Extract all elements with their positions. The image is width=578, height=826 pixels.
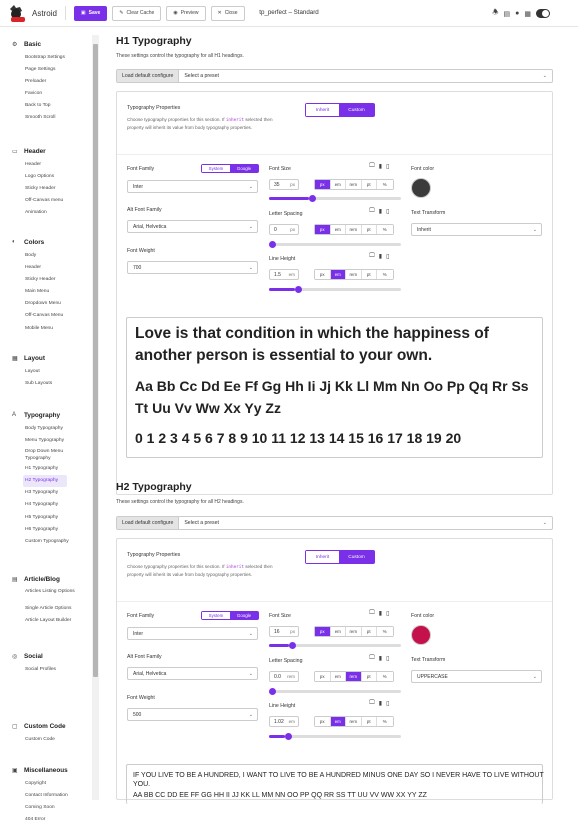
sidebar-group-title[interactable] (12, 574, 85, 584)
slider-fill (269, 197, 309, 200)
sidebar-group-label: Colors (24, 238, 45, 246)
unit-option[interactable]: rem (346, 225, 362, 234)
sidebar-item[interactable]: Articles Listing Options (25, 589, 75, 594)
sidebar-group-label: Typography (24, 411, 61, 419)
h2-help-code: inherit (225, 565, 244, 570)
unit-option[interactable]: em (331, 717, 347, 726)
sidebar-group (12, 146, 63, 219)
h1-alt-font-label: Alt Font Family (127, 207, 162, 213)
h1-tp-label: Typography Properties (127, 105, 181, 111)
sidebar-group (12, 574, 85, 627)
unit-option[interactable]: % (377, 627, 393, 636)
preview-label: Preview (180, 10, 199, 16)
sidebar-item[interactable]: Off-Canvas Menu (25, 313, 64, 319)
slider-knob[interactable] (289, 642, 296, 649)
h2-font-family-select[interactable] (127, 627, 258, 640)
desktop-icon[interactable]: 🖵 (369, 610, 375, 616)
clear-cache-label: Clear Cache (126, 10, 155, 16)
h1-font-weight-value: 700 (133, 264, 142, 271)
unit-option[interactable]: % (377, 225, 393, 234)
sidebar-item[interactable]: H2 Typography (23, 475, 67, 487)
slider-fill (269, 735, 285, 738)
sidebar (0, 27, 92, 823)
palette-icon: ◐ (12, 239, 16, 245)
h1-font-color-label: Font color (411, 166, 435, 172)
tablet-icon[interactable]: ▮ (378, 656, 383, 662)
slider-knob[interactable] (285, 733, 292, 740)
h1-font-weight-label: Font Weight (127, 248, 155, 254)
divider (117, 601, 552, 602)
sidebar-item[interactable]: Animation (25, 210, 47, 216)
h2-letter-spacing-input[interactable] (269, 671, 299, 682)
sidebar-item[interactable]: Contact Information (25, 793, 68, 799)
h1-text-transform-value: Inherit (417, 226, 431, 233)
h1-text-transform-select[interactable] (411, 223, 542, 236)
h1-preset-select[interactable]: Select a preset (184, 73, 219, 79)
slider-knob[interactable] (295, 286, 302, 293)
h1-letter-spacing-value: 0 (274, 226, 277, 233)
unit-option[interactable]: rem (346, 627, 362, 636)
h1-font-size-units (314, 179, 394, 190)
h2-letter-spacing-slider[interactable] (269, 690, 401, 693)
tablet-icon[interactable]: ▮ (378, 701, 383, 707)
sidebar-item[interactable]: Article Layout Builder (25, 618, 72, 624)
h1-font-size-label: Font Size (269, 166, 291, 172)
document-icon[interactable]: ▤ (503, 10, 511, 18)
h1-text-transform-label: Text Transform (411, 210, 446, 216)
unit-option[interactable]: rem (346, 672, 362, 681)
h2-font-family-value: Inter (133, 630, 144, 637)
sidebar-group (12, 651, 56, 676)
desktop-icon[interactable]: 🖵 (369, 253, 375, 259)
unit-option[interactable]: pt (362, 270, 378, 279)
mobile-icon[interactable]: ▯ (386, 611, 390, 617)
h1-font-family-label: Font Family (127, 166, 155, 172)
h1-line-height-devices (369, 253, 389, 260)
misc-icon: ▣ (12, 767, 18, 774)
h2-panel (116, 538, 553, 800)
unit-option[interactable]: pt (362, 672, 378, 681)
gear-icon: ⚙ (12, 41, 18, 48)
h1-letter-spacing-units (314, 224, 394, 235)
layout-icon: ▦ (12, 355, 18, 362)
unit-option[interactable]: px (315, 180, 331, 189)
h2-tp-label: Typography Properties (127, 552, 181, 558)
sidebar-item[interactable]: Back to Top (25, 103, 51, 109)
h2-letter-spacing-units (314, 671, 394, 682)
h1-panel (116, 91, 553, 495)
mobile-icon[interactable]: ▯ (386, 164, 390, 170)
h2-line-height-value: 1.02 (274, 718, 284, 725)
h1-alt-font-select[interactable] (127, 220, 258, 233)
sidebar-item[interactable]: H5 Typography (25, 514, 59, 520)
h1-font-source-toggle (201, 164, 259, 173)
unit-option[interactable]: px (315, 627, 331, 636)
sidebar-scroll-thumb[interactable] (93, 44, 98, 677)
sidebar-item[interactable]: 404 Error (25, 817, 46, 823)
h2-section-desc: These settings control the typography for all H2 headings. (116, 499, 244, 505)
sidebar-item[interactable]: H4 Typography (25, 502, 59, 508)
tablet-icon[interactable]: ▮ (378, 209, 383, 215)
h1-font-size-input[interactable] (269, 179, 299, 190)
h1-preview-alphabet: Aa Bb Cc Dd Ee Ff Gg Hh Ii Jj Kk Ll Mm Nn Oo Pp Qq Rr Ss Tt Uu Vv Ww Xx Yy Zz (135, 378, 529, 416)
h1-line-height-unit: em (288, 272, 295, 277)
h2-preset-bar (116, 516, 553, 530)
desktop-icon[interactable]: 🖵 (369, 208, 375, 214)
sidebar-group-label: Header (24, 147, 46, 155)
sidebar-item[interactable]: Sticky Header (25, 186, 56, 192)
unit-option[interactable]: px (315, 270, 331, 279)
sidebar-group-title[interactable] (12, 410, 85, 420)
h1-alt-font-value: Arial, Helvetica (133, 223, 167, 230)
sidebar-item[interactable]: Smooth Scroll (25, 115, 56, 121)
h1-font-family-select[interactable] (127, 180, 258, 193)
sidebar-item[interactable]: H3 Typography (25, 490, 59, 496)
mobile-icon[interactable]: ▯ (386, 209, 390, 215)
sidebar-group (12, 765, 68, 826)
h1-font-size-unit: px (290, 182, 295, 187)
h2-font-weight-value: 500 (133, 711, 142, 718)
h2-preview-alphabet: AA BB CC DD EE FF GG HH II JJ KK LL MM NN OO PP QQ RR SS TT UU VV WW XX YY ZZ (133, 792, 427, 799)
sidebar-item[interactable]: Menu Typography (25, 438, 65, 444)
h2-font-color-swatch[interactable] (411, 625, 431, 645)
sidebar-item[interactable]: Custom Code (25, 737, 55, 742)
sidebar-item[interactable]: Bootstrap Settings (25, 55, 65, 60)
h2-help-2: selected then property will inherit its value from body typography properties. (127, 564, 273, 577)
chevron-down-icon: ⌄ (248, 630, 253, 637)
save-icon: ▣ (80, 10, 86, 16)
sidebar-item[interactable]: Social Profiles (25, 667, 56, 672)
h2-inherit-custom-toggle (305, 550, 375, 564)
h1-section-desc: These settings control the typography for all H1 headings. (116, 53, 244, 59)
unit-option[interactable]: em (331, 180, 347, 189)
h1-font-size-value: 35 (274, 181, 280, 188)
astroid-logo-icon (4, 3, 32, 23)
sidebar-item[interactable]: Layout (25, 369, 40, 374)
save-label: Save (88, 10, 101, 16)
h1-font-weight-select[interactable] (127, 261, 258, 274)
h2-system-option[interactable]: System (202, 612, 230, 619)
h2-inherit-option[interactable]: Inherit (306, 551, 339, 563)
unit-option[interactable]: % (377, 672, 393, 681)
sidebar-item[interactable]: Coming Soon (25, 805, 55, 811)
sidebar-group-title[interactable] (12, 651, 56, 661)
h1-custom-option[interactable]: Custom (339, 104, 374, 116)
sidebar-item[interactable]: H1 Typography (25, 466, 59, 472)
h1-inherit-custom-toggle (305, 103, 375, 117)
divider (65, 6, 66, 20)
h2-font-color-label: Font color (411, 613, 435, 619)
h2-text-transform-select[interactable] (411, 670, 542, 683)
h2-font-family-label: Font Family (127, 613, 155, 619)
h1-font-color-swatch[interactable] (411, 178, 431, 198)
sidebar-item[interactable]: Favicon (25, 91, 43, 97)
chevron-down-icon: ⌄ (532, 226, 537, 233)
top-bar (0, 0, 578, 27)
chevron-down-icon: ⌄ (248, 670, 253, 677)
sidebar-item[interactable]: Header (25, 265, 42, 271)
h2-letter-spacing-value: 0.0 (274, 673, 281, 680)
h1-font-family-value: Inter (133, 183, 144, 190)
h2-letter-spacing-devices (369, 655, 389, 662)
unit-option[interactable]: % (377, 270, 393, 279)
h2-alt-font-select[interactable] (127, 667, 258, 680)
mobile-icon[interactable]: ▯ (386, 656, 390, 662)
sidebar-item[interactable]: Copyright (25, 781, 46, 786)
h2-section-title: H2 Typography (116, 481, 192, 493)
unit-option[interactable]: % (377, 717, 393, 726)
h2-font-source-toggle (201, 611, 259, 620)
grid-icon[interactable]: ▦ (524, 10, 531, 18)
h1-load-default-button[interactable]: Load default configure (117, 70, 179, 82)
sidebar-item[interactable]: Header (25, 162, 42, 167)
h1-preview-box (126, 317, 543, 458)
h2-line-height-label: Line Height (269, 703, 296, 709)
clear-cache-button[interactable] (112, 6, 161, 21)
h1-inherit-option[interactable]: Inherit (306, 104, 339, 116)
h2-load-default-button[interactable]: Load default configure (117, 517, 179, 529)
unit-option[interactable]: pt (362, 225, 378, 234)
chevron-down-icon: ⌄ (248, 183, 253, 190)
eye-icon: ◉ (173, 10, 178, 16)
h2-alt-font-value: Arial, Helvetica (133, 670, 167, 677)
top-icons (492, 8, 550, 19)
h2-tp-help (127, 563, 287, 578)
unit-option[interactable]: em (331, 672, 347, 681)
chevron-down-icon: ⌄ (248, 711, 253, 718)
h1-letter-spacing-unit: px (290, 227, 295, 232)
close-label: Close (224, 10, 238, 16)
unit-option[interactable]: px (315, 672, 331, 681)
unit-option[interactable]: em (331, 627, 347, 636)
sidebar-item[interactable]: Custom Typography (25, 538, 69, 544)
preview-button[interactable] (166, 6, 205, 21)
sidebar-item[interactable]: H6 Typography (25, 526, 59, 532)
h1-font-size-devices (369, 163, 389, 170)
slider-knob[interactable] (269, 241, 276, 248)
h1-letter-spacing-devices (369, 208, 389, 215)
slider-knob[interactable] (269, 688, 276, 695)
sidebar-item[interactable]: Sub Layouts (25, 381, 53, 387)
h1-google-option[interactable]: Google (230, 165, 258, 172)
sidebar-item[interactable]: Single Article Options (25, 606, 72, 611)
header-icon: ▭ (12, 148, 18, 155)
h2-font-size-input[interactable] (269, 626, 299, 637)
save-button[interactable] (74, 6, 107, 21)
chevron-down-icon: ⌄ (248, 264, 253, 271)
h2-font-size-slider[interactable] (269, 644, 401, 647)
h2-font-size-devices (369, 610, 389, 617)
sidebar-group-title[interactable] (12, 39, 65, 49)
h1-tp-help (127, 116, 287, 131)
sidebar-group (12, 721, 66, 746)
h1-letter-spacing-slider[interactable] (269, 243, 401, 246)
h1-letter-spacing-input[interactable] (269, 224, 299, 235)
unit-option[interactable]: % (377, 180, 393, 189)
unit-option[interactable]: em (331, 270, 347, 279)
brand-name: Astroid (32, 8, 57, 18)
chevron-down-icon: ⌄ (542, 73, 547, 79)
divider (117, 154, 552, 155)
h1-font-size-slider[interactable] (269, 197, 401, 200)
share-icon: ◎ (12, 653, 18, 660)
sidebar-group-label: Custom Code (24, 722, 66, 730)
sidebar-item[interactable]: Preloader (25, 79, 47, 85)
h2-font-weight-label: Font Weight (127, 695, 155, 701)
code-icon: ▢ (12, 723, 18, 730)
sidebar-item[interactable]: Main Menu (25, 289, 50, 295)
unit-option[interactable]: pt (362, 180, 378, 189)
h1-system-option[interactable]: System (202, 165, 230, 172)
sidebar-item[interactable]: Drop Down Menu Typography (25, 449, 64, 462)
h2-line-height-slider[interactable] (269, 735, 401, 738)
h2-letter-spacing-label: Letter Spacing (269, 658, 303, 664)
sidebar-item[interactable]: Body Typography (25, 426, 63, 431)
sidebar-group-title[interactable] (12, 721, 66, 731)
h2-line-height-devices (369, 700, 389, 707)
h2-font-size-value: 16 (274, 628, 280, 635)
chevron-down-icon: ⌄ (542, 520, 547, 526)
h2-help-1: Choose typography properties for this section. If (127, 564, 225, 569)
h2-line-height-unit: em (288, 719, 295, 724)
github-icon[interactable]: ● (515, 10, 520, 17)
h1-help-2: selected then property will inherit its value from body typography properties. (127, 117, 273, 130)
h1-preview-quote: Love is that condition in which the happiness of another person is essential to your own. (135, 325, 489, 364)
desktop-icon[interactable]: 🖵 (369, 700, 375, 706)
sidebar-group-title[interactable] (12, 765, 68, 775)
chevron-down-icon: ⌄ (532, 673, 537, 680)
sidebar-item[interactable]: Dropdown Menu (25, 301, 61, 307)
h2-text-transform-label: Text Transform (411, 657, 446, 663)
tablet-icon[interactable]: ▮ (378, 611, 383, 617)
typography-icon: A (12, 412, 17, 418)
close-button[interactable] (211, 6, 245, 21)
chevron-down-icon: ⌄ (248, 223, 253, 230)
h1-letter-spacing-label: Letter Spacing (269, 211, 303, 217)
unit-option[interactable]: px (315, 225, 331, 234)
sidebar-item[interactable]: Body (25, 253, 37, 258)
sidebar-item[interactable]: Sticky Header (25, 277, 56, 283)
sidebar-group (12, 39, 65, 125)
sidebar-group-title[interactable] (12, 237, 63, 247)
h1-preset-bar (116, 69, 553, 83)
h2-google-option[interactable]: Google (230, 612, 258, 619)
sidebar-group-title[interactable] (12, 353, 52, 363)
mobile-icon[interactable]: ▯ (386, 254, 390, 260)
desktop-icon[interactable]: 🖵 (369, 163, 375, 169)
h1-line-height-input[interactable] (269, 269, 299, 280)
h1-line-height-value: 1.5 (274, 271, 281, 278)
slider-knob[interactable] (309, 195, 316, 202)
h2-text-transform-value: UPPERCASE (417, 673, 448, 680)
h2-line-height-input[interactable] (269, 716, 299, 727)
broom-icon: ✎ (119, 10, 124, 16)
slider-fill (269, 288, 295, 291)
bell-icon[interactable]: 🕭 (492, 9, 499, 16)
h1-preview-numbers: 0 1 2 3 4 5 6 7 8 9 10 11 12 13 14 15 16 17 18 19 20 (135, 430, 462, 446)
sidebar-item[interactable]: Off-Canvas menu (25, 198, 64, 204)
tablet-icon[interactable]: ▮ (378, 254, 383, 260)
h2-font-size-units (314, 626, 394, 637)
h2-alt-font-label: Alt Font Family (127, 654, 162, 660)
document-title: tp_perfect – Standard (259, 9, 319, 16)
sidebar-group-title[interactable] (12, 146, 63, 156)
unit-option[interactable]: pt (362, 717, 378, 726)
unit-option[interactable]: pt (362, 627, 378, 636)
h2-custom-option[interactable]: Custom (339, 551, 374, 563)
unit-option[interactable]: rem (346, 180, 362, 189)
sidebar-group-label: Basic (24, 40, 42, 48)
desktop-icon[interactable]: 🖵 (369, 655, 375, 661)
unit-option[interactable]: em (331, 225, 347, 234)
h1-help-code: inherit (225, 118, 244, 123)
h1-section-title: H1 Typography (116, 35, 192, 47)
slider-fill (269, 644, 289, 647)
unit-option[interactable]: px (315, 717, 331, 726)
sidebar-item[interactable]: Mobile Menu (25, 325, 53, 331)
sidebar-group (12, 410, 85, 548)
h1-line-height-units (314, 269, 394, 280)
h1-help-1: Choose typography properties for this section. If (127, 117, 225, 122)
sidebar-group (12, 237, 63, 335)
h2-font-size-unit: px (290, 629, 295, 634)
unit-option[interactable]: rem (346, 270, 362, 279)
sidebar-group (12, 353, 52, 390)
h2-font-size-label: Font Size (269, 613, 291, 619)
article-icon: ▤ (12, 576, 18, 583)
sidebar-group-label: Layout (24, 354, 45, 362)
h2-font-weight-select[interactable] (127, 708, 258, 721)
h2-preset-select[interactable]: Select a preset (184, 520, 219, 526)
h2-letter-spacing-unit: rem (287, 674, 295, 679)
sidebar-group-label: Article/Blog (24, 575, 60, 583)
h1-line-height-label: Line Height (269, 256, 296, 262)
unit-option[interactable]: rem (346, 717, 362, 726)
tablet-icon[interactable]: ▮ (378, 164, 383, 170)
theme-toggle-icon[interactable] (536, 9, 550, 18)
h2-preview-box (126, 764, 543, 804)
h1-line-height-slider[interactable] (269, 288, 401, 291)
sidebar-item[interactable]: Logo Options (25, 174, 55, 180)
sidebar-item[interactable]: Page Settings (25, 67, 56, 73)
h2-line-height-units (314, 716, 394, 727)
h2-preview-quote: IF YOU LIVE TO BE A HUNDRED, I WANT TO LIVE TO BE A HUNDRED MINUS ONE DAY SO I NEVER HAVE TO LIVE WITHOUT YOU. (133, 772, 544, 788)
mobile-icon[interactable]: ▯ (386, 701, 390, 707)
close-icon: ✕ (217, 10, 222, 16)
sidebar-group-label: Miscellaneous (24, 766, 68, 774)
sidebar-group-label: Social (24, 652, 43, 660)
